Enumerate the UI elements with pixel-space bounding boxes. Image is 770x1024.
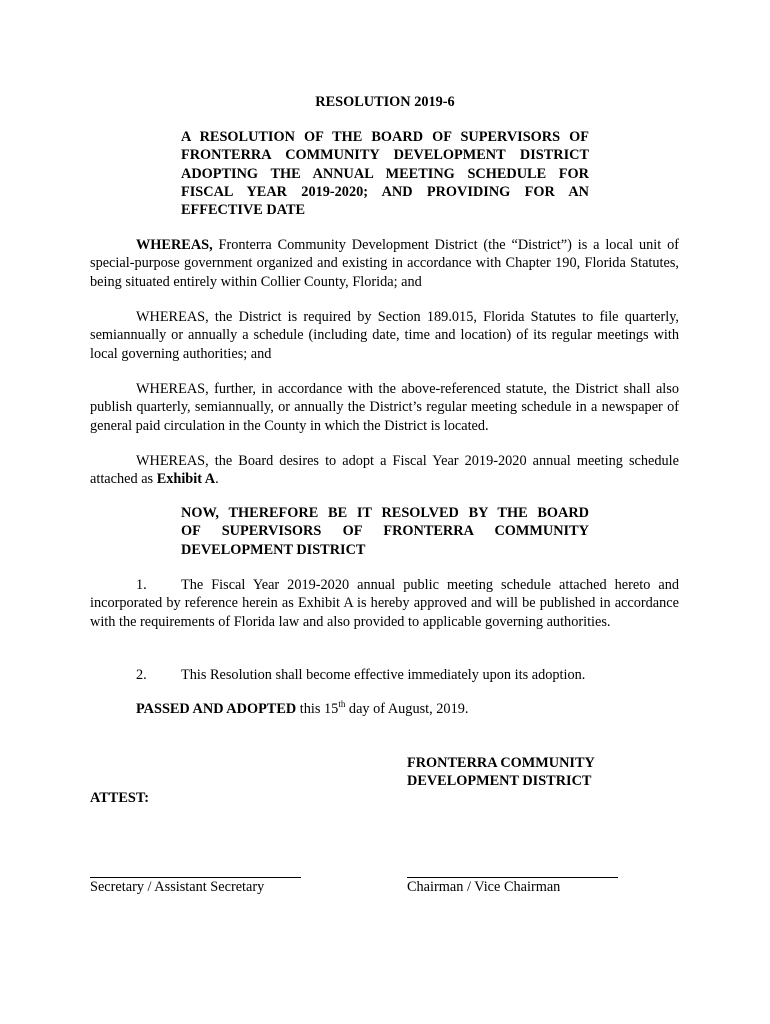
attest-label: ATTEST: xyxy=(90,790,150,806)
resolved-line: NOW, THEREFORE BE IT RESOLVED BY THE BOARD xyxy=(181,505,589,521)
exhibit-a-ref: Exhibit A xyxy=(156,471,216,488)
district-signature-block xyxy=(407,754,595,791)
item-text: This Resolution shall become effective immediately upon its adoption. xyxy=(181,667,586,683)
ordinal-suffix: th xyxy=(338,699,346,709)
resolved-line: OF SUPERVISORS OF FRONTERRA COMMUNITY xyxy=(181,523,589,540)
heading-line: FRONTERRA COMMUNITY DEVELOPMENT DISTRICT xyxy=(181,147,589,164)
whereas-paragraph-3 xyxy=(90,380,679,435)
whereas-text: WHEREAS, the Board desires to adopt a Fiscal Year 2019-2020 annual meeting schedule attached as xyxy=(90,453,679,488)
passed-adopted-line xyxy=(136,701,468,718)
resolved-clause xyxy=(181,504,589,559)
whereas-text: Fronterra Community Development District (the “District”) is a local unit of special-purpose government organized and existing in accordance with Chapter 190, Florida Statutes, being situated entirely within Collier County, Florida; and xyxy=(90,237,679,290)
numbered-item-1 xyxy=(90,576,679,631)
whereas-lead: WHEREAS, xyxy=(136,237,213,253)
secretary-signature-label: Secretary / Assistant Secretary xyxy=(90,879,265,895)
whereas-end: . xyxy=(215,471,219,488)
item-text: The Fiscal Year 2019-2020 annual public meeting schedule attached hereto and incorporated by reference herein as Exhibit A is hereby approved and will be published in accordance with the requirements of Florida law and also provided to applicable governing authorities. xyxy=(90,577,679,630)
passed-date: day of August, 2019. xyxy=(345,701,469,717)
whereas-paragraph-4 xyxy=(90,452,679,489)
chairman-signature-line xyxy=(407,877,618,878)
heading-line: ADOPTING THE ANNUAL MEETING SCHEDULE FOR xyxy=(181,165,589,182)
resolution-title: RESOLUTION 2019-6 xyxy=(315,94,455,110)
heading-line: FISCAL YEAR 2019-2020; AND PROVIDING FOR AN xyxy=(181,183,589,200)
heading-line: EFFECTIVE DATE xyxy=(181,202,306,219)
whereas-text: WHEREAS, further, in accordance with the above-referenced statute, the District shall also publish quarterly, semiannually, or annually the District’s regular meeting schedule in a newspaper of general paid circulation in the County in which the District is located. xyxy=(90,381,679,434)
heading-line: A RESOLUTION OF THE BOARD OF SUPERVISORS OF xyxy=(181,129,589,145)
item-number: 2. xyxy=(136,667,147,683)
whereas-text: WHEREAS, the District is required by Section 189.015, Florida Statutes to file quarterly, semiannually or annually a schedule (including date, time and location) of its regular meetings with local governing authorities; and xyxy=(90,309,679,362)
passed-text: this 15 xyxy=(296,701,339,717)
numbered-item-2 xyxy=(90,666,679,684)
passed-label: PASSED AND ADOPTED xyxy=(136,701,297,717)
secretary-signature-line xyxy=(90,877,301,878)
chairman-signature-label: Chairman / Vice Chairman xyxy=(407,879,561,895)
whereas-paragraph-2 xyxy=(90,308,679,363)
resolution-heading xyxy=(181,128,589,219)
resolved-line: DEVELOPMENT DISTRICT xyxy=(181,541,366,558)
district-name-line: FRONTERRA COMMUNITY xyxy=(407,755,595,771)
whereas-paragraph-1 xyxy=(90,236,679,291)
district-name-line: DEVELOPMENT DISTRICT xyxy=(407,773,592,790)
item-number: 1. xyxy=(136,577,147,593)
